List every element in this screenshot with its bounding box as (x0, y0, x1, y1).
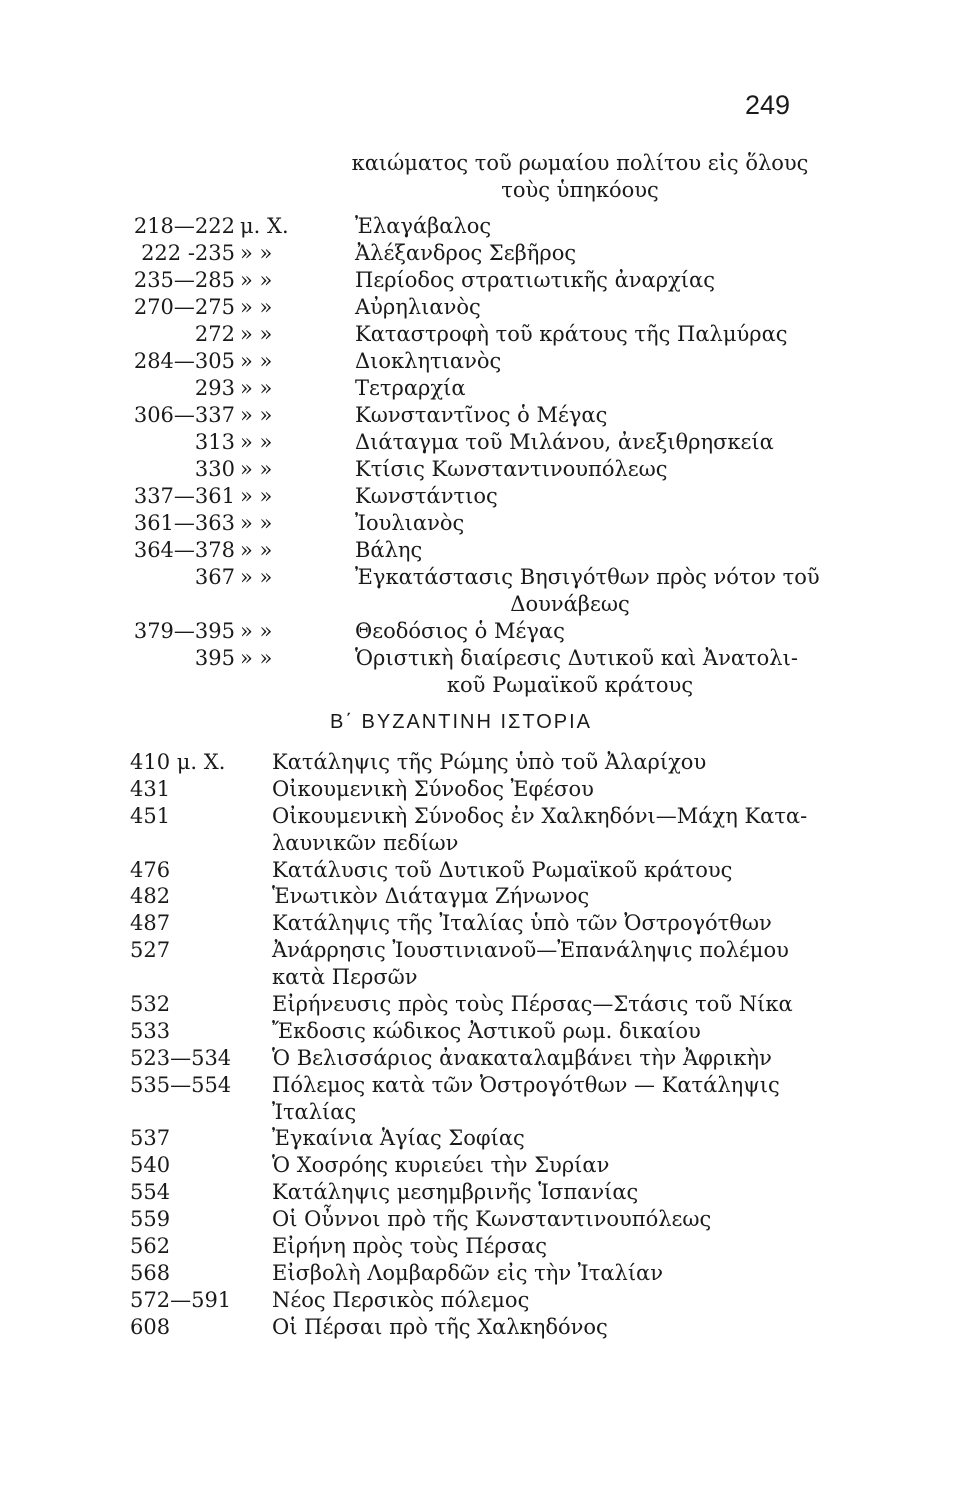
chronology-row (0, 910, 963, 937)
entry-text: Ὁ Χοσρόης κυριεύει τὴν Συρίαν (272, 1153, 610, 1178)
entry-text-continuation: κατὰ Περσῶν (272, 965, 418, 990)
era-marker: » » (240, 403, 273, 427)
chronology-row (0, 1018, 963, 1045)
chronology-row (0, 537, 963, 564)
entry-text: Ἰουλιανὸς (355, 511, 465, 535)
entry-text: Εἰρήνη πρὸς τοὺς Πέρσας (272, 1234, 548, 1259)
entry-text: Ἀλέξανδρος Σεβῆρος (355, 241, 577, 265)
chronology-row (0, 618, 963, 645)
entry-text: Ἔκδοσις κώδικος Ἀστικοῦ ρωμ. δικαίου (272, 1018, 701, 1043)
chronology-row (0, 937, 963, 964)
entry-text: Κωνσταντῖνος ὁ Μέγας (355, 403, 608, 427)
chronology-row-continuation (0, 672, 963, 699)
chronology-row (0, 1045, 963, 1072)
chronology-row (0, 1072, 963, 1099)
era-marker: » » (240, 619, 273, 643)
era-marker: » » (240, 484, 273, 508)
entry-text: Αὐρηλιανὸς (355, 295, 481, 319)
chronology-row (0, 1206, 963, 1233)
chronology-row (0, 749, 963, 776)
entry-date: 270—275 (133, 295, 235, 319)
chronology-row (0, 213, 963, 240)
entry-text: Κατάλυσις τοῦ Δυτικοῦ Ρωμαϊκοῦ κράτους (272, 857, 733, 882)
chronology-row-continuation (0, 591, 963, 618)
page-number: 249 (745, 90, 791, 120)
section-heading: Β΄ ΒΥΖΑΝΤΙΝΗ ΙΣΤΟΡΙΑ (330, 711, 593, 733)
chronology-row (0, 510, 963, 537)
chronology-row (0, 375, 963, 402)
chronology-row (0, 1287, 963, 1314)
entry-text: Ὁ Βελισσάριος ἀνακαταλαμβάνει τὴν Ἀφρικὴν (272, 1045, 772, 1070)
entry-date: 313 (194, 430, 235, 454)
entry-date: 379—395 (133, 619, 235, 643)
chronology-row-continuation (0, 964, 963, 991)
chronology-row (0, 321, 963, 348)
entry-date: 361—363 (133, 511, 235, 535)
chronology-row (0, 1260, 963, 1287)
entry-text: Διάταγμα τοῦ Μιλάνου, ἀνεξιθρησκεία (355, 430, 774, 454)
chronology-row (0, 1152, 963, 1179)
chronology-row (0, 857, 963, 884)
entry-date: 306—337 (133, 403, 235, 427)
entry-text-continuation: Δουνάβεως (510, 592, 630, 616)
entry-date: 487 (130, 911, 171, 936)
entry-text: Εἰρήνευσις πρὸς τοὺς Πέρσας—Στάσις τοῦ Νίκα (272, 992, 793, 1017)
era-marker: » » (240, 538, 273, 562)
entry-text: Τετραρχία (355, 376, 466, 400)
entry-date: 218—222 (133, 214, 235, 238)
chronology-row (0, 267, 963, 294)
chronology-row (0, 1233, 963, 1260)
entry-date: 476 (130, 857, 171, 882)
entry-date: 337—361 (133, 484, 235, 508)
entry-text: Κατάληψις τῆς Ἰταλίας ὑπὸ τῶν Ὀστρογότθων (272, 911, 772, 936)
entry-text: Κατάληψις τῆς Ρώμης ὑπὸ τοῦ Ἀλαρίχου (272, 750, 707, 774)
entry-date: 559 (130, 1207, 171, 1232)
era-marker: » » (240, 376, 273, 400)
chronology-row (0, 402, 963, 429)
entry-date: 562 (130, 1234, 171, 1259)
chronology-part-b (0, 749, 963, 1341)
entry-date: 535—554 (130, 1072, 232, 1097)
entry-date: 330 (194, 457, 235, 481)
entry-text: Ἀνάρρησις Ἰουστινιανοῦ—Ἐπανάληψις πολέμου (272, 938, 789, 963)
entry-date: 364—378 (133, 538, 235, 562)
entry-date: 431 (130, 776, 171, 801)
era-marker: » » (240, 349, 273, 373)
chronology-row (0, 456, 963, 483)
entry-text: Περίοδος στρατιωτικῆς ἀναρχίας (355, 268, 715, 292)
entry-text: Κατάληψις μεσημβρινῆς Ἱσπανίας (272, 1180, 639, 1205)
entry-text: Ἐγκαίνια Ἁγίας Σοφίας (272, 1126, 525, 1151)
chronology-row-continuation (0, 830, 963, 857)
entry-text: Οἱ Πέρσαι πρὸ τῆς Χαλκηδόνος (272, 1314, 608, 1339)
entry-text: Κτίσις Κωνσταντινουπόλεως (355, 457, 668, 481)
entry-text-continuation: κοῦ Ρωμαϊκοῦ κράτους (446, 673, 694, 697)
entry-date: 395 (194, 646, 235, 670)
entry-date: 367 (194, 565, 235, 589)
intro-line: καιώματος τοῦ ρωμαίου πολίτου εἰς ὅλους (351, 151, 809, 175)
era-marker: » » (240, 511, 273, 535)
chronology-row-continuation (0, 1099, 963, 1126)
entry-date: 410 μ. Χ. (130, 750, 226, 774)
entry-text-continuation: λαυνικῶν πεδίων (272, 830, 459, 855)
era-marker: » » (240, 241, 273, 265)
era-marker: μ. Χ. (240, 214, 289, 238)
chronology-row (0, 991, 963, 1018)
chronology-row (0, 1179, 963, 1206)
entry-text: Βάλης (355, 538, 423, 562)
entry-date: 608 (130, 1314, 171, 1339)
chronology-row (0, 1314, 963, 1341)
entry-text-continuation: Ἰταλίας (272, 1099, 357, 1124)
entry-date: 293 (194, 376, 235, 400)
entry-text: Νέος Περσικὸς πόλεμος (272, 1287, 530, 1312)
entry-text: Οἰκουμενικὴ Σύνοδος ἐν Χαλκηδόνι—Μάχη Κατα- (272, 803, 808, 828)
chronology-row (0, 1125, 963, 1152)
chronology-row (0, 564, 963, 591)
entry-date: 284—305 (133, 349, 235, 373)
chronology-part-a (0, 213, 963, 699)
entry-text: Οἰκουμενικὴ Σύνοδος Ἐφέσου (272, 776, 594, 801)
entry-date: 537 (130, 1126, 171, 1151)
era-marker: » » (240, 457, 273, 481)
entry-text: Ἐγκατάστασις Βησιγότθων πρὸς νότον τοῦ (355, 565, 820, 589)
entry-text: Οἱ Οὖννοι πρὸ τῆς Κωνσταντινουπόλεως (272, 1207, 712, 1232)
entry-date: 451 (130, 803, 171, 828)
entry-date: 540 (130, 1153, 171, 1178)
chronology-row (0, 348, 963, 375)
chronology-row (0, 645, 963, 672)
chronology-row (0, 483, 963, 510)
entry-text: Εἰσβολὴ Λομβαρδῶν εἰς τὴν Ἰταλίαν (272, 1260, 664, 1285)
entry-date: 523—534 (130, 1045, 232, 1070)
entry-text: Καταστροφὴ τοῦ κράτους τῆς Παλμύρας (355, 322, 788, 346)
era-marker: » » (240, 565, 273, 589)
chronology-row (0, 240, 963, 267)
chronology-row (0, 294, 963, 321)
intro-continuation (310, 150, 850, 204)
entry-date: 568 (130, 1260, 171, 1285)
entry-date: 272 (194, 322, 235, 346)
entry-text: Κωνστάντιος (355, 484, 498, 508)
era-marker: » » (240, 295, 273, 319)
entry-text: Ὁριστικὴ διαίρεσις Δυτικοῦ καὶ Ἀνατολι- (355, 646, 798, 670)
chronology-row (0, 776, 963, 803)
era-marker: » » (240, 430, 273, 454)
chronology-row (0, 429, 963, 456)
era-marker: » » (240, 322, 273, 346)
chronology-row (0, 803, 963, 830)
entry-date: 235—285 (133, 268, 235, 292)
entry-text: Διοκλητιανὸς (355, 349, 502, 373)
entry-text: Ἐλαγάβαλος (355, 214, 492, 238)
era-marker: » » (240, 268, 273, 292)
entry-text: Πόλεμος κατὰ τῶν Ὀστρογότθων — Κατάληψις (272, 1072, 780, 1097)
intro-line: τοὺς ὑπηκόους (501, 178, 659, 202)
entry-date: 532 (130, 992, 171, 1017)
entry-date: 572—591 (130, 1287, 232, 1312)
entry-text: Ἑνωτικὸν Διάταγμα Ζήνωνος (272, 884, 590, 909)
entry-text: Θεοδόσιος ὁ Μέγας (355, 619, 565, 643)
entry-date: 222 -235 (141, 241, 235, 265)
chronology-row (0, 883, 963, 910)
entry-date: 533 (130, 1018, 171, 1043)
entry-date: 554 (130, 1180, 171, 1205)
entry-date: 482 (130, 884, 171, 909)
entry-date: 527 (130, 938, 171, 963)
era-marker: » » (240, 646, 273, 670)
